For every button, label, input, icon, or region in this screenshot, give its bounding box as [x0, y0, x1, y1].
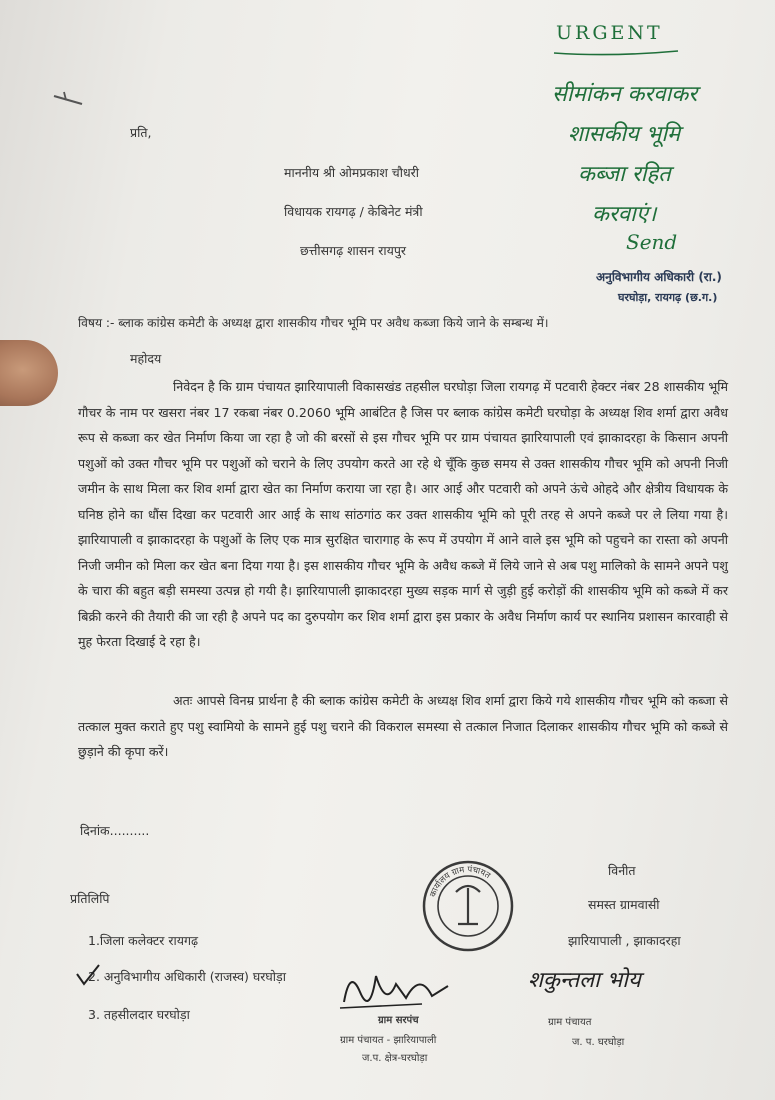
sarpanch-signature — [336, 962, 466, 1018]
copy-item-1: 1.जिला कलेक्टर रायगढ़ — [88, 933, 199, 948]
body-paragraph-1 — [78, 374, 728, 655]
body-paragraph-2 — [78, 688, 728, 765]
sarpanch-stamp-2: ग्राम पंचायत - झारियापाली — [340, 1035, 437, 1046]
copy-item-2: 2. अनुविभागीय अधिकारी (राजस्व) घरघोड़ा — [88, 969, 286, 984]
annotation-line-2: शासकीय भूमि — [568, 122, 681, 147]
tick-mark-icon — [74, 962, 102, 988]
secretary-stamp-2: ज. प. घरघोड़ा — [572, 1037, 625, 1048]
svg-text:कार्यालय ग्राम पंचायत — [428, 864, 492, 899]
vinit-label: विनीत — [608, 863, 636, 878]
office-stamp-line-2: घरघोड़ा, रायगढ़ (छ.ग.) — [618, 291, 718, 304]
urgent-underline — [552, 48, 682, 58]
secretary-signature: शकुन्तला भोय — [528, 968, 641, 993]
annotation-line-3: कब्जा रहित — [578, 162, 671, 187]
salutation: महोदय — [130, 351, 162, 366]
sarpanch-stamp-1: ग्राम सरपंच — [378, 1015, 419, 1026]
addressee-place: छत्तीसगढ़ शासन रायपुर — [300, 243, 407, 258]
pencil-mark-icon — [52, 90, 86, 110]
office-stamp-line-1: अनुविभागीय अधिकारी (रा.) — [596, 270, 722, 284]
annotation-line-4: करवाएं। — [592, 202, 657, 227]
copy-item-3: 3. तहसीलदार घरघोड़ा — [88, 1007, 190, 1022]
sarpanch-stamp-3: ज.प. क्षेत्र-घरघोड़ा — [362, 1053, 428, 1064]
signatory: समस्त ग्रामवासी — [588, 897, 660, 912]
copy-heading: प्रतिलिपि — [70, 891, 110, 906]
thumb — [0, 340, 58, 406]
date-field: दिनांक.......... — [80, 823, 150, 838]
seal-text: कार्यालय ग्राम पंचायत — [428, 864, 492, 899]
body-paragraph-2-text: अतः आपसे विनम्र प्रार्थना है की ब्लाक कांग्रेस कमेटी के अध्यक्ष शिव शर्मा द्वारा किये गये शासकीय गौचर भूमि को कब्जा से तत्काल मुक्त कराते हुए पशु स्वामियो के सामने हुई पशु चराने की विकराल समस्या से तत्काल निजात दिलाकर शासकीय गौचर भूमि को कब्जे से छुड़ाने की कृपा करें। — [78, 693, 728, 759]
body-paragraph-1-text: निवेदन है कि ग्राम पंचायत झारियापाली विकासखंड तहसील घरघोड़ा जिला रायगढ़ में पटवारी हेक्टर नंबर 28 शासकीय भूमि गौचर के नाम पर खसरा नंबर 17 रकबा नंबर 0.2060 भूमि आबंटित है जिस पर ब्लाक कांग्रेस कमेटी घरघोड़ा के अध्यक्ष शिव शर्मा द्वारा अवैध रूप से कब्जा कर खेत निर्माण किया जा रहा है जो की बरसों से इस गौचर भूमि पर ग्राम पंचायत झारियापाली एवं झाकादरहा के किसान अपनी पशुओं को उक्त गौचर भूमि पर पशुओं को चराने के लिए उपयोग करते आ रहे थे चूँकि कुछ समय से उक्त शासकीय गौचर भूमि को अपनी निजी जमीन के साथ मिला कर शिव शर्मा द्वारा खेत का निर्माण कराया जा रहा है। आर आई और पटवारी को अपने ऊंचे ओहदे और क्षेत्रीय विधायक के घनिष्ठ होने का धौंस दिखा कर पटवारी आर आई के साथ सांठगांठ कर उक्त शासकीय भूमि को पूरी तरह से अपने कब्जे पर ले लिया गया है। झारियापाली व झाकादरहा के पशुओं के लिए एक मात्र सुरक्षित चारागाह के रूप में उपयोग में आने वाले इस भूमि को पहुचने का रास्ता को अपनी निजी जमीन को मिला कर खेत बना दिया गया है। इस शासकीय गौचर भूमि के अवैध कब्जे में लिये जाने से अब पशु मालिको के सामने अपने पशु के चारा की बहुत बड़ी समस्या उत्पन्न हो गयी है। झारियापाली झाकादरहा मुख्य सड़क मार्ग से जुड़ी हुई करोड़ों की शासकीय भूमि को कब्जे में कर बिक्री करने की तैयारी की जा रही है अपने पद का दुरुपयोग कर शिव शर्मा द्वारा इस प्रकार के अवैध निर्माण कार्य पर स्थानिय प्रशासन कारवाही से मुह फेरता दिखाई दे रहा है। — [78, 379, 728, 649]
addressee-title: विधायक रायगढ़ / केबिनेट मंत्री — [284, 204, 423, 219]
addressee-name: माननीय श्री ओमप्रकाश चौधरी — [284, 165, 420, 180]
secretary-stamp-1: ग्राम पंचायत — [548, 1017, 592, 1028]
prati-label: प्रति, — [130, 125, 152, 140]
panchayat-seal-icon — [420, 858, 516, 954]
subject-line: विषय :- ब्लाक कांग्रेस कमेटी के अध्यक्ष द्वारा शासकीय गौचर भूमि पर अवैध कब्जा किये जाने के सम्बन्ध में। — [78, 316, 549, 330]
annotation-line-1: सीमांकन करवाकर — [552, 82, 698, 107]
urgent-note: URGENT — [556, 22, 663, 44]
annotation-send: Send — [626, 230, 678, 254]
villages: झारियापाली , झाकादरहा — [568, 933, 681, 948]
